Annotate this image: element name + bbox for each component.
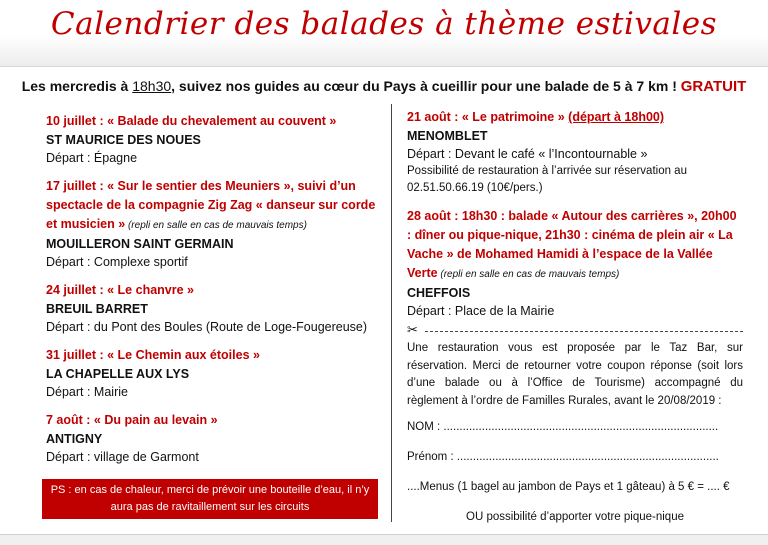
- event-title-text: 17 juillet : « Sur le sentier des Meuniers », suivi d’un spectacle de la compagnie Zig Zag « danseur sur corde et musicien »: [46, 179, 376, 231]
- intro-line: [0, 78, 768, 95]
- event-depart: Départ : Complexe sportif: [46, 255, 188, 269]
- event-title: [46, 112, 382, 131]
- event-block: [46, 112, 382, 167]
- event-title-text: 24 juillet : « Le chanvre »: [46, 283, 194, 297]
- event-title: [46, 177, 382, 235]
- event-depart: Départ : Devant le café « l’Incontournable »: [407, 147, 648, 161]
- event-title-text: 7 août : « Du pain au levain »: [46, 413, 218, 427]
- event-depart: Départ : village de Garmont: [46, 450, 199, 464]
- event-title-text: 10 juillet : « Balade du chevalement au couvent »: [46, 114, 337, 128]
- event-town: LA CHAPELLE AUX LYS: [46, 367, 190, 381]
- event-town: ANTIGNY: [46, 432, 103, 446]
- event-title-extra: (départ à 18h00): [568, 110, 665, 124]
- event-town: MOUILLERON SAINT GERMAIN: [46, 237, 234, 251]
- scissors-icon: ✂: [407, 322, 418, 337]
- event-town: CHEFFOIS: [407, 286, 471, 300]
- title-band: [0, 0, 768, 67]
- event-info: Possibilité de restauration à l’arrivée sur réservation au 02.51.50.66.19 (10€/pers.): [407, 165, 687, 194]
- event-block: [407, 108, 743, 197]
- event-title-text: 31 juillet : « Le Chemin aux étoiles »: [46, 348, 260, 362]
- event-block: [407, 207, 743, 320]
- event-depart: Départ : Place de la Mairie: [407, 304, 555, 318]
- bottom-edge: [0, 534, 768, 545]
- right-column: [407, 108, 743, 526]
- prenom-field[interactable]: Prénom : ..................................................................................: [407, 451, 719, 463]
- dashed-line: [425, 331, 743, 332]
- intro-before: Les mercredis à: [21, 78, 133, 94]
- coupon-text: Une restauration vous est proposée par le Taz Bar, sur réservation. Merci de retourner votre coupon réponse (soit lors d’une balade ou à l’Office de Tourisme) accompagné du règlement à l’ordre de Familles Rurales, avant le 20/08/2019 :: [407, 342, 743, 407]
- event-depart: Départ : Mairie: [46, 385, 128, 399]
- event-title: [407, 207, 743, 284]
- event-title-text: 28 août : 18h30 : balade « Autour des carrières », 20h00 : dîner ou pique-nique, 21h30 : cinéma de plein air « La Vache » de Mohamed Hamidi à l’espace de la Vallée Verte: [407, 209, 737, 280]
- ps-banner: PS : en cas de chaleur, merci de prévoir une bouteille d’eau, il n’y aura pas de ravitaillement sur les circuits: [42, 479, 378, 519]
- nom-field[interactable]: NOM : ......................................................................................: [407, 421, 719, 433]
- free-label: GRATUIT: [680, 78, 747, 95]
- event-block: [46, 177, 382, 271]
- column-divider: [391, 104, 392, 522]
- event-block: [46, 411, 382, 466]
- left-column: [46, 112, 382, 476]
- page-title: Calendrier des balades à thème estivales: [50, 6, 718, 42]
- event-town: MENOMBLET: [407, 129, 488, 143]
- event-note: (repli en salle en cas de mauvais temps): [125, 220, 307, 231]
- intro-time: 18h30: [132, 78, 172, 94]
- event-town: ST MAURICE DES NOUES: [46, 133, 201, 147]
- event-depart: Départ : Épagne: [46, 151, 138, 165]
- intro-after: , suivez nos guides au cœur du Pays à cueillir pour une balade de 5 à 7 km !: [171, 78, 681, 94]
- event-title-text: 21 août : « Le patrimoine »: [407, 110, 569, 124]
- option-text: OU possibilité d’apporter votre pique-nique: [466, 511, 684, 523]
- event-block: [46, 281, 382, 336]
- event-title: [46, 346, 382, 365]
- event-town: BREUIL BARRET: [46, 302, 148, 316]
- event-title: [46, 281, 382, 300]
- cut-line: [407, 322, 743, 340]
- event-block: [46, 346, 382, 401]
- event-note: (repli en salle en cas de mauvais temps): [437, 269, 620, 280]
- event-title: [46, 411, 382, 430]
- event-title: [407, 108, 743, 127]
- menus-field[interactable]: ....Menus (1 bagel au jambon de Pays et 1 gâteau) à 5 € = .... €: [407, 481, 730, 493]
- event-depart: Départ : du Pont des Boules (Route de Loge-Fougereuse): [46, 320, 368, 334]
